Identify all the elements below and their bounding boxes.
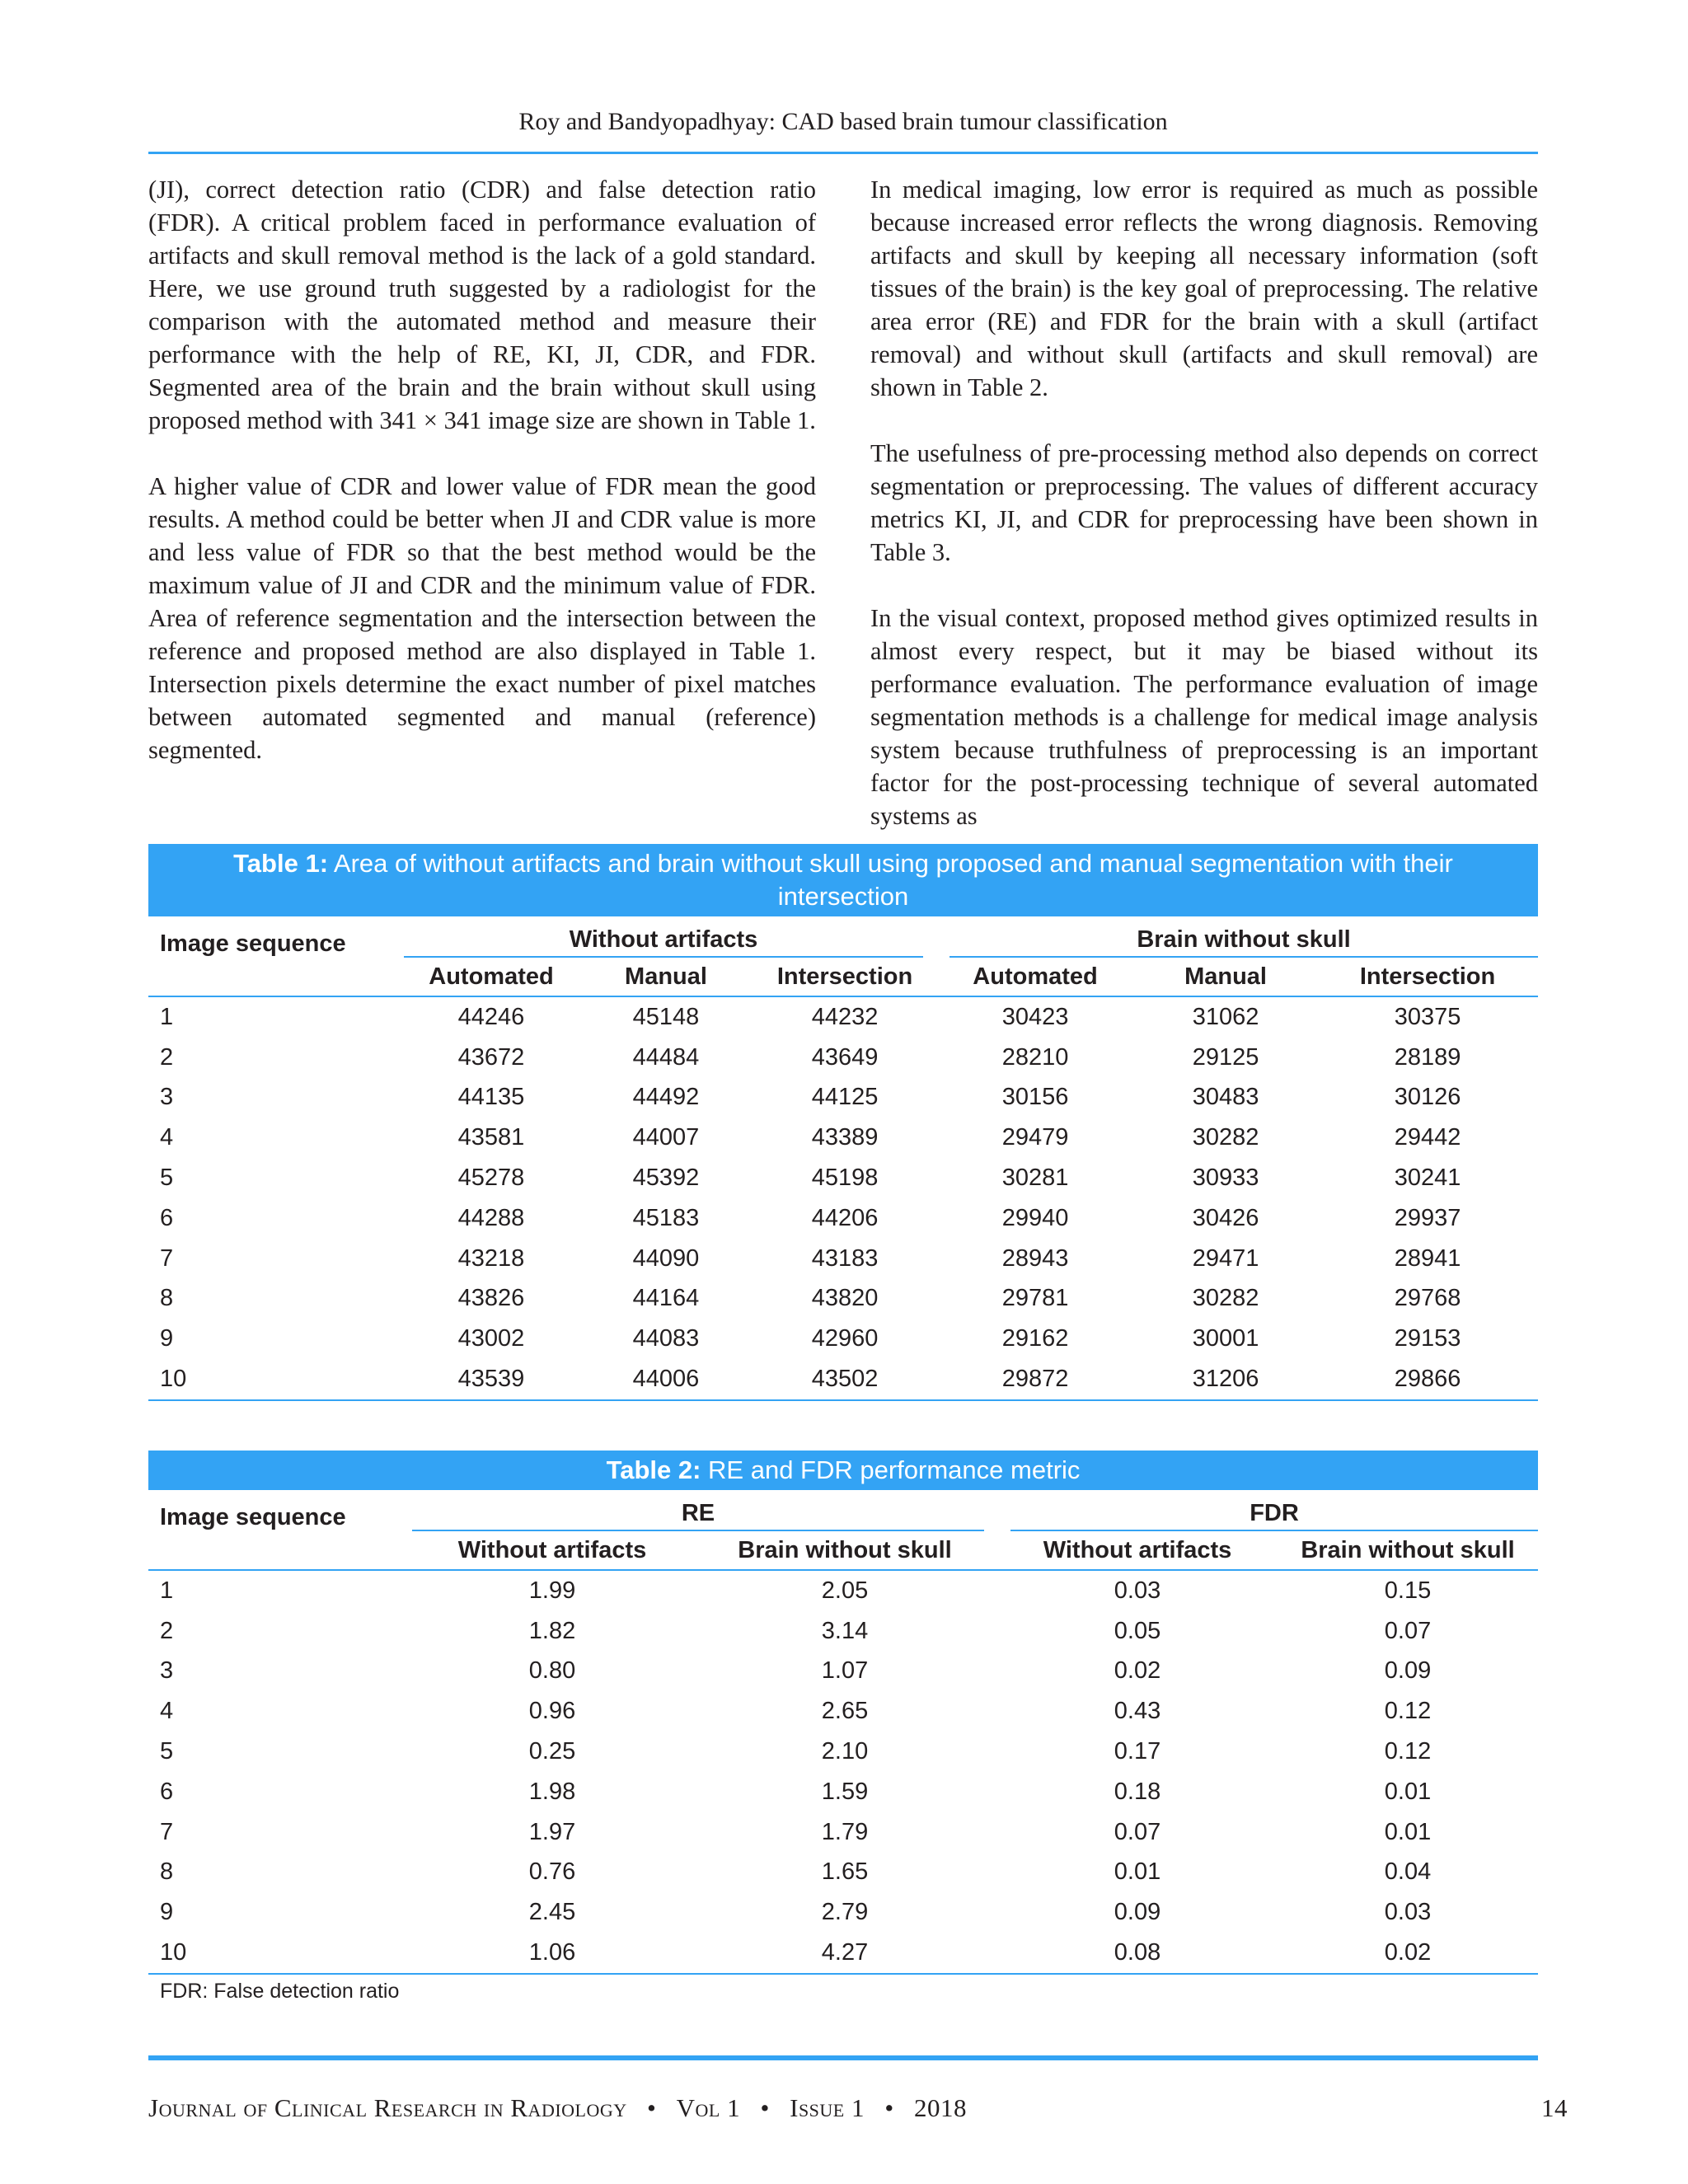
table-row [148,1570,1538,1611]
table-cell: 0.76 [528,1858,576,1886]
column-group-header: Brain without skull [936,916,1538,958]
table-row [148,1652,1538,1692]
row-label-cell: 9 [160,1325,174,1352]
column-header: Without artifacts [457,1536,647,1563]
table-cell: 4.27 [821,1939,869,1966]
table-cell: 44007 [632,1124,700,1151]
column-header: Intersection [776,963,913,990]
table-cell: 0.17 [1114,1738,1161,1765]
table-cell: 45148 [632,1003,700,1030]
table-cell: 44484 [632,1043,700,1071]
table-cell: 44206 [811,1204,879,1231]
column-header: Manual [625,963,707,990]
table-row [148,1158,1538,1198]
table-cell: 29937 [1394,1204,1461,1231]
table-cell: 44006 [632,1366,700,1393]
table-cell: 3.14 [821,1617,869,1644]
table-cell: 45392 [632,1165,700,1192]
table-cell: 43539 [457,1366,525,1393]
table-cell: 44090 [632,1244,700,1272]
table-cell: 44288 [457,1204,525,1231]
row-label-cell: 1 [160,1003,174,1030]
table-cell: 43672 [457,1043,525,1071]
table-cell: 0.80 [528,1657,576,1685]
row-label-cell: 4 [160,1124,174,1151]
table-cell: 0.04 [1384,1858,1432,1886]
table-cell: 1.65 [821,1858,869,1886]
table-cell: 43002 [457,1325,525,1352]
table-cell: 44164 [632,1285,700,1312]
row-label-cell: 2 [160,1043,174,1071]
column-header: Image sequence [160,930,346,957]
row-label-cell: 1 [160,1577,174,1604]
paragraph: A higher value of CDR and lower value of FDR mean the good results. A method could be better when JI and CDR value is more and less value of FDR so that the best method would be the maximum value of JI and CDR and the minimum value of FDR. Area of reference segmentation and the intersection between the reference and proposed method are also displayed in Table 1. Intersection pixels determine the exact number of pixel matches between automated segmented and manual (reference) segmented. [148,472,816,764]
table-cell: 29162 [1001,1325,1069,1352]
table-cell: 1.98 [528,1778,576,1805]
table-cell: 0.03 [1114,1577,1161,1604]
running-head: Roy and Bandyopadhyay: CAD based brain tumour classification [518,108,1168,135]
table-cell: 43826 [457,1285,525,1312]
table-cell: 29940 [1001,1204,1069,1231]
row-label-cell: 2 [160,1617,174,1644]
row-label-cell: 8 [160,1285,174,1312]
table-cell: 2.05 [821,1577,869,1604]
table-row [148,1933,1538,1974]
table-cell: 30375 [1394,1003,1461,1030]
table-cell: 29442 [1394,1124,1461,1151]
row-label-cell: 6 [160,1778,174,1805]
table-row [148,1319,1538,1359]
table-cell: 2.79 [821,1899,869,1926]
footer-rule [148,2055,1538,2060]
table-cell: 30426 [1192,1204,1259,1231]
table-cell: 43389 [811,1124,879,1151]
table-cell: 2.10 [821,1738,869,1765]
table-cell: 1.07 [821,1657,869,1685]
table-cell: 30156 [1001,1084,1069,1111]
table-cell: 0.03 [1384,1899,1432,1926]
table-cell: 43649 [811,1043,879,1071]
table-row [148,1118,1538,1158]
paragraph: (JI), correct detection ratio (CDR) and false detection ratio (FDR). A critical problem faced in performance evaluation of artifacts and skull removal method is the lack of a gold standard. Here, we use ground truth suggested by a radiologist for the comparison with the automated method and measure their performance with the help of RE, KI, JI, CDR, and FDR. Segmented area of the brain and the brain without skull using proposed method with 341 × 341 image size are shown in Table 1. [148,176,816,434]
table-cell: 30281 [1001,1165,1069,1192]
table-row [148,996,1538,1038]
column-header: Automated [973,963,1098,990]
table-cell: 0.07 [1114,1818,1161,1845]
table-cell: 29768 [1394,1285,1461,1312]
table-cell: 2.65 [821,1698,869,1725]
table-row [148,1892,1538,1933]
column-header: Without artifacts [1043,1536,1232,1563]
table-row [148,1732,1538,1772]
paragraph: In medical imaging, low error is required as much as possible because increased error reflects the wrong diagnosis. Removing artifacts and skull by keeping all necessary information (soft tissues of the brain) is the key goal of preprocessing. The relative area error (RE) and FDR for the brain with a skull (artifact removal) and without skull (artifacts and skull removal) are shown in Table 2. [870,176,1538,401]
page-number: 14 [1541,2093,1568,2122]
left-column [148,173,816,799]
column-header: Brain without skull [1301,1536,1515,1563]
table-cell: 1.97 [528,1818,576,1845]
journal-name: Journal of Clinical Research in Radiology [148,2093,627,2122]
table-cell: 29153 [1394,1325,1461,1352]
table-cell: 1.59 [821,1778,869,1805]
table-cell: 45183 [632,1204,700,1231]
table-cell: 44135 [457,1084,525,1111]
table-cell: 0.02 [1114,1657,1161,1685]
row-label-cell: 3 [160,1084,174,1111]
table-cell: 44492 [632,1084,700,1111]
row-label-cell: 5 [160,1165,174,1192]
table-cell: 43820 [811,1285,879,1312]
table-cell: 30933 [1192,1165,1259,1192]
paragraph: The usefulness of pre-processing method also depends on correct segmentation or preprocessing. The values of different accuracy metrics KI, JI, and CDR for preprocessing have been shown in Table 3. [870,439,1538,566]
row-label-cell: 10 [160,1366,187,1393]
table-cell: 43183 [811,1244,879,1272]
column-group-header: RE [412,1490,997,1531]
table-row [148,1359,1538,1400]
table-cell: 0.96 [528,1698,576,1725]
separator: • [760,2093,770,2122]
table-cell: 44083 [632,1325,700,1352]
table-1 [148,844,1538,1401]
table-row [148,1198,1538,1239]
table-cell: 30282 [1192,1285,1259,1312]
table-cell: 0.25 [528,1738,576,1765]
table-cell: 43502 [811,1366,879,1393]
table-1-caption [148,844,1538,916]
table-2-grid [148,1490,1538,1975]
right-column [870,173,1538,832]
table-cell: 0.01 [1114,1858,1161,1886]
table-cell: 1.79 [821,1818,869,1845]
column-header: Intersection [1359,963,1496,990]
table-cell: 30483 [1192,1084,1259,1111]
table-1-label: Table 1: [233,849,329,878]
table-2-footnote: FDR: False detection ratio [160,1979,400,2003]
table-cell: 45198 [811,1165,879,1192]
table-cell: 0.12 [1384,1698,1432,1725]
table-2-caption [148,1451,1538,1490]
table-cell: 31062 [1192,1003,1259,1030]
table-cell: 0.12 [1384,1738,1432,1765]
table-cell: 29479 [1001,1124,1069,1151]
table-cell: 43581 [457,1124,525,1151]
table-cell: 45278 [457,1165,525,1192]
table-cell: 0.01 [1384,1778,1432,1805]
column-header: Manual [1184,963,1267,990]
row-label-cell: 4 [160,1698,174,1725]
page-footer [148,2090,1568,2126]
table-2 [148,1451,1538,2008]
table-cell: 2.45 [528,1899,576,1926]
table-row [148,1239,1538,1279]
table-cell: 1.06 [528,1939,576,1966]
row-label-cell: 7 [160,1244,174,1272]
table-cell: 1.99 [528,1577,576,1604]
table-cell: 28189 [1394,1043,1461,1071]
table-2-label: Table 2: [606,1455,701,1484]
table-cell: 0.08 [1114,1939,1161,1966]
table-cell: 44125 [811,1084,879,1111]
volume: Vol 1 [676,2093,741,2122]
table-row [148,1812,1538,1853]
table-cell: 28210 [1001,1043,1069,1071]
table-cell: 42960 [811,1325,879,1352]
table-row [148,1691,1538,1732]
table-cell: 31206 [1192,1366,1259,1393]
table-2-caption-text: RE and FDR performance metric [708,1455,1081,1484]
column-group-header: FDR [997,1490,1538,1531]
column-header: Image sequence [160,1504,346,1530]
row-label-cell: 7 [160,1818,174,1845]
table-row [148,1279,1538,1319]
table-cell: 29872 [1001,1366,1069,1393]
table-row [148,1038,1538,1078]
table-cell: 0.09 [1114,1899,1161,1926]
table-cell: 28941 [1394,1244,1461,1272]
table-cell: 0.01 [1384,1818,1432,1845]
table-cell: 29781 [1001,1285,1069,1312]
table-cell: 30423 [1001,1003,1069,1030]
table-cell: 43218 [457,1244,525,1272]
paragraph: In the visual context, proposed method gives optimized results in almost every respect, but it may be biased without its performance evaluation. The performance evaluation of image segmentation methods is a challenge for medical image analysis system because truthfulness of preprocessing is an important factor for the post-processing technique of several automated systems as [870,604,1538,830]
table-1-caption-text: Area of without artifacts and brain without skull using proposed and manual segmentation with their intersection [333,849,1453,911]
table-cell: 29125 [1192,1043,1259,1071]
row-label-cell: 8 [160,1858,174,1886]
row-label-cell: 9 [160,1899,174,1926]
table-row [148,1078,1538,1118]
table-cell: 0.43 [1114,1698,1161,1725]
separator: • [646,2093,657,2122]
table-cell: 28943 [1001,1244,1069,1272]
row-label-cell: 10 [160,1939,187,1966]
year: 2018 [914,2093,967,2122]
table-cell: 30126 [1394,1084,1461,1111]
table-cell: 30241 [1394,1165,1461,1192]
table-cell: 29866 [1394,1366,1461,1393]
table-row [148,1853,1538,1893]
table-1-grid [148,916,1538,1401]
table-cell: 1.82 [528,1617,576,1644]
table-cell: 0.09 [1384,1657,1432,1685]
column-header: Automated [429,963,554,990]
table-cell: 44246 [457,1003,525,1030]
table-row [148,1611,1538,1652]
table-cell: 0.07 [1384,1617,1432,1644]
table-cell: 0.05 [1114,1617,1161,1644]
table-cell: 30282 [1192,1124,1259,1151]
table-cell: 0.18 [1114,1778,1161,1805]
column-header: Brain without skull [738,1536,952,1563]
row-label-cell: 3 [160,1657,174,1685]
table-row [148,1772,1538,1812]
table-cell: 29471 [1192,1244,1259,1272]
column-group-header: Without artifacts [404,916,936,958]
table-cell: 0.15 [1384,1577,1432,1604]
table-cell: 30001 [1192,1325,1259,1352]
header-rule [148,152,1538,154]
table-cell: 0.02 [1384,1939,1432,1966]
row-label-cell: 5 [160,1738,174,1765]
separator: • [884,2093,894,2122]
row-label-cell: 6 [160,1204,174,1231]
table-cell: 44232 [811,1003,879,1030]
issue: Issue 1 [790,2093,865,2122]
